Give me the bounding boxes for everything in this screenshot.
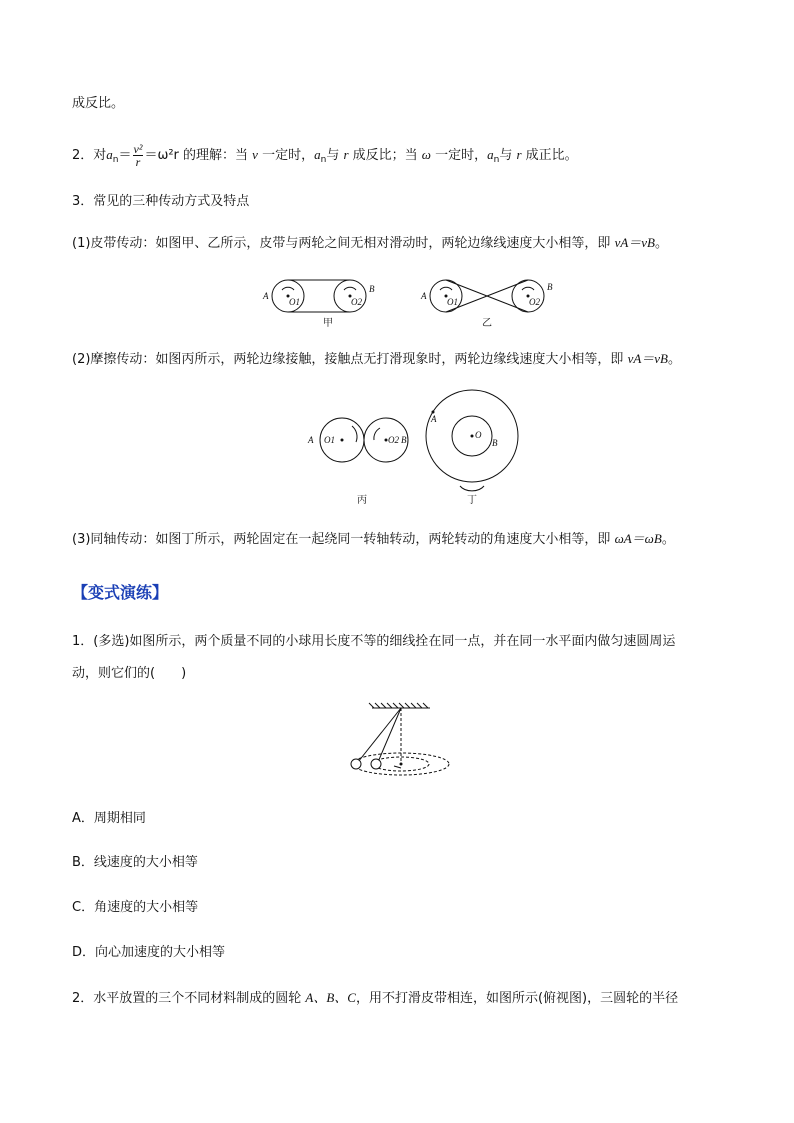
text-line-2 (72, 192, 249, 212)
label-O2: O2 (529, 297, 540, 307)
symbol-a: a (487, 147, 494, 162)
section-heading: 【变式演练】 (72, 583, 169, 602)
text-content: ＝ω²r 的理解：当 (144, 148, 253, 163)
text-content: 成反比；当 (348, 148, 422, 163)
label-B: B (547, 282, 553, 292)
label-O2: O2 (351, 297, 362, 307)
symbol-a: a (314, 147, 321, 162)
label-A: A (308, 435, 314, 445)
figure-belt-drives (260, 268, 560, 330)
symbol-a: a (106, 147, 113, 162)
symbol-r: r (516, 147, 522, 162)
caption-jia: 甲 (323, 318, 333, 329)
formula: ωA＝ωB (614, 531, 662, 546)
text-content: 3．常见的三种传动方式及特点 (72, 194, 250, 209)
caption-yi: 乙 (482, 318, 492, 329)
option-d (72, 943, 225, 963)
subscript: n (112, 155, 119, 165)
label-A: A (263, 291, 269, 301)
label-B: B (401, 435, 407, 445)
formula: A、B、C (305, 990, 356, 1005)
option-text: B．线速度的大小相等 (72, 855, 198, 870)
label-O1: O1 (324, 435, 335, 445)
figure-conical-pendulum (344, 700, 474, 778)
formula: vA＝vB (614, 235, 655, 250)
text-content: 一定时， (430, 148, 488, 163)
text-content: (1)皮带传动：如图甲、乙所示，皮带与两轮之间无相对滑动时，两轮边缘线速度大小相等，即 (72, 236, 615, 251)
text-content: 一定时， (257, 148, 315, 163)
text-line-4 (72, 349, 681, 370)
subscript: n (493, 155, 500, 165)
text-line-0 (72, 94, 124, 114)
text-content: 与 (499, 148, 517, 163)
text-content: 动，则它们的( ) (72, 666, 187, 681)
question-1-stem-line-1 (72, 632, 675, 652)
symbol-r: r (343, 147, 349, 162)
figure-friction-coaxial (300, 384, 530, 510)
fraction-numerator: v² (133, 142, 143, 156)
equals-sign: ＝ (118, 148, 132, 163)
question-1-stem-line-2 (72, 664, 186, 684)
symbol-omega: ω (421, 147, 431, 162)
fraction (133, 143, 144, 168)
label-O: O (475, 430, 482, 440)
label-O2: O2 (388, 435, 399, 445)
text-content: 成正比。 (521, 148, 578, 163)
fraction-denominator: r (135, 155, 141, 169)
option-text: D．向心加速度的大小相等 (72, 945, 226, 960)
label-B: B (492, 438, 498, 448)
label-A: A (421, 291, 427, 301)
text-line-3 (72, 233, 668, 254)
text-content: 。 (655, 236, 669, 251)
text-content: (2)摩擦传动：如图丙所示，两轮边缘接触，接触点无打滑现象时，两轮边缘线速度大小相等，即 (72, 352, 628, 367)
text-content: ，用不打滑皮带相连，如图所示(俯视图)，三圆轮的半径 (355, 991, 679, 1006)
option-text: C．角速度的大小相等 (72, 900, 199, 915)
text-content: 与 (326, 148, 344, 163)
label-O1: O1 (289, 297, 300, 307)
text-line-1 (72, 143, 578, 170)
label-B: B (369, 284, 375, 294)
text-content: 2．水平放置的三个不同材料制成的圆轮 (72, 991, 306, 1006)
text-content: 。 (668, 352, 682, 367)
symbol-v: v (252, 147, 258, 162)
label-A: A (431, 414, 437, 424)
text-content: 。 (661, 532, 675, 547)
caption-ding: 丁 (467, 495, 477, 506)
text-content: 2．对 (72, 148, 107, 163)
question-2-stem-line-1 (72, 988, 678, 1009)
text-content: 成反比。 (72, 96, 125, 111)
text-content: 1．(多选)如图所示，两个质量不同的小球用长度不等的细线拴在同一点，并在同一水平面内做匀速圆周运 (72, 634, 676, 649)
option-a (72, 809, 146, 829)
label-O1: O1 (447, 297, 458, 307)
option-text: A．周期相同 (72, 811, 146, 826)
text-line-5 (72, 529, 675, 550)
caption-bing: 丙 (357, 495, 367, 506)
text-content: (3)同轴传动：如图丁所示，两轮固定在一起绕同一转轴转动，两轮转动的角速度大小相等，即 (72, 532, 615, 547)
option-b (72, 853, 198, 873)
subscript: n (320, 155, 327, 165)
option-c (72, 898, 198, 918)
formula: vA＝vB (627, 351, 668, 366)
